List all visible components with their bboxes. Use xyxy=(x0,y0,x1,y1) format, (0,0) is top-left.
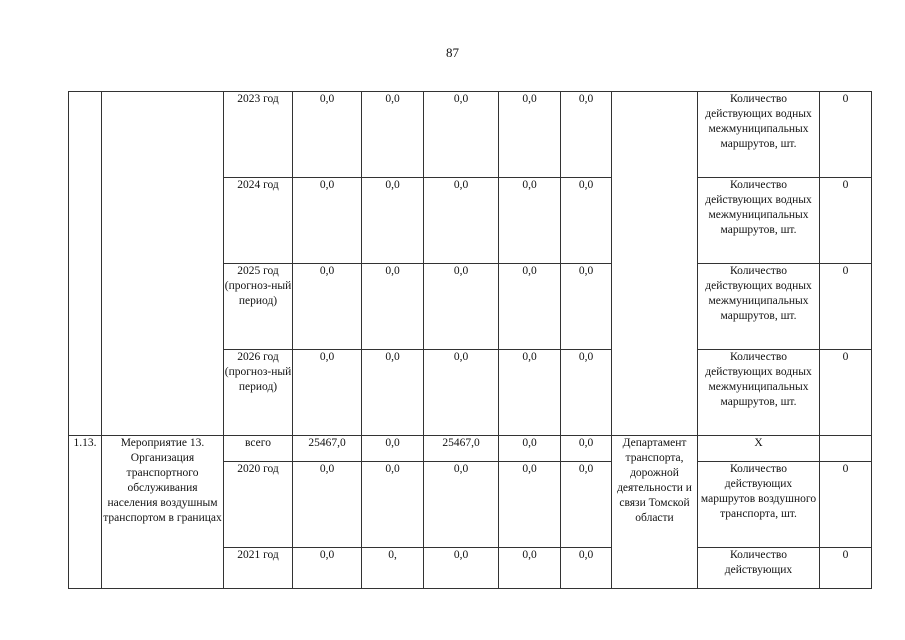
executor-cell: Департамент транспорта, дорожной деятельности и связи Томской области xyxy=(612,436,698,589)
table-row xyxy=(69,92,872,178)
name-cell-empty xyxy=(102,92,224,436)
indicator-cell: Количество действующих маршрутов воздушного транспорта, шт. xyxy=(698,462,820,548)
result-cell: 0 xyxy=(820,92,872,178)
value-cell: 0,0 xyxy=(424,350,499,436)
executor-cell-empty xyxy=(612,92,698,436)
indicator-cell: Количество действующих водных межмуниципальных маршрутов, шт. xyxy=(698,178,820,264)
year-cell: 2025 год (прогноз-ный период) xyxy=(224,264,293,350)
value-cell: 0,0 xyxy=(293,264,362,350)
result-cell: 0 xyxy=(820,264,872,350)
indicator-cell: Количество действующих водных межмуниципальных маршрутов, шт. xyxy=(698,264,820,350)
year-cell: 2026 год (прогноз-ный период) xyxy=(224,350,293,436)
value-cell: 0,0 xyxy=(293,350,362,436)
value-cell: 0,0 xyxy=(499,178,561,264)
value-cell: 25467,0 xyxy=(424,436,499,462)
value-cell: 0,0 xyxy=(561,264,612,350)
value-cell: 0,0 xyxy=(561,92,612,178)
value-cell: 0,0 xyxy=(499,92,561,178)
value-cell: 0,0 xyxy=(293,462,362,548)
year-cell: 2020 год xyxy=(224,462,293,548)
indicator-cell: Количество действующих водных межмуниципальных маршрутов, шт. xyxy=(698,92,820,178)
value-cell: 0,0 xyxy=(499,350,561,436)
value-cell: 0, xyxy=(362,548,424,589)
program-table xyxy=(68,91,872,589)
measure-number: 1.13. xyxy=(69,436,102,589)
value-cell: 0,0 xyxy=(424,178,499,264)
value-cell: 0,0 xyxy=(293,548,362,589)
value-cell: 25467,0 xyxy=(293,436,362,462)
value-cell: 0,0 xyxy=(424,264,499,350)
value-cell: 0,0 xyxy=(424,548,499,589)
result-cell: 0 xyxy=(820,350,872,436)
value-cell: 0,0 xyxy=(424,462,499,548)
value-cell: 0,0 xyxy=(561,436,612,462)
result-cell: 0 xyxy=(820,462,872,548)
value-cell: 0,0 xyxy=(362,264,424,350)
result-cell: 0 xyxy=(820,548,872,589)
year-cell: 2021 год xyxy=(224,548,293,589)
table-row xyxy=(69,436,872,462)
value-cell: 0,0 xyxy=(561,462,612,548)
year-cell: 2023 год xyxy=(224,92,293,178)
indicator-cell: Количество действующих xyxy=(698,548,820,589)
value-cell: 0,0 xyxy=(561,350,612,436)
value-cell: 0,0 xyxy=(499,264,561,350)
value-cell: 0,0 xyxy=(362,178,424,264)
year-cell: всего xyxy=(224,436,293,462)
value-cell: 0,0 xyxy=(362,462,424,548)
value-cell: 0,0 xyxy=(293,178,362,264)
value-cell: 0,0 xyxy=(561,178,612,264)
indicator-cell: Количество действующих водных межмуниципальных маршрутов, шт. xyxy=(698,350,820,436)
value-cell: 0,0 xyxy=(362,436,424,462)
year-cell: 2024 год xyxy=(224,178,293,264)
result-cell: 0 xyxy=(820,178,872,264)
result-cell xyxy=(820,436,872,462)
value-cell: 0,0 xyxy=(424,92,499,178)
value-cell: 0,0 xyxy=(499,462,561,548)
number-cell-empty xyxy=(69,92,102,436)
value-cell: 0,0 xyxy=(561,548,612,589)
page-number: 87 xyxy=(446,45,459,60)
value-cell: 0,0 xyxy=(362,350,424,436)
indicator-cell: X xyxy=(698,436,820,462)
value-cell: 0,0 xyxy=(499,548,561,589)
value-cell: 0,0 xyxy=(293,92,362,178)
measure-name: Мероприятие 13. Организация транспортного обслуживания населения воздушным транспортом в границах xyxy=(102,436,224,589)
value-cell: 0,0 xyxy=(362,92,424,178)
value-cell: 0,0 xyxy=(499,436,561,462)
